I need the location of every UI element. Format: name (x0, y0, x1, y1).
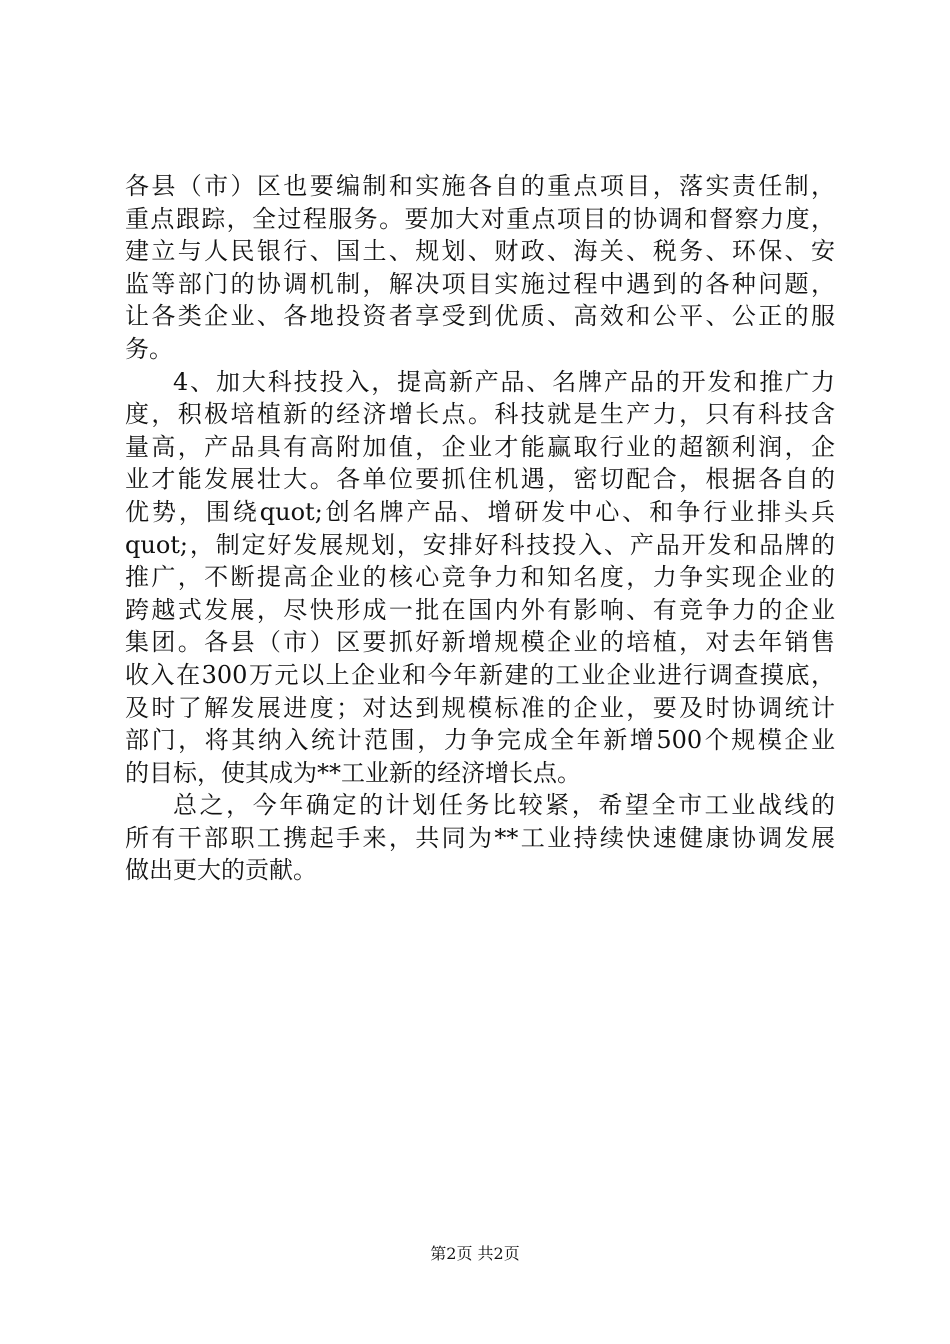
document-body (125, 170, 835, 887)
text-line: 部门，将其纳入统计范围，力争完成全年新增500个规模企业 (125, 726, 835, 755)
text-line: 务。 (125, 334, 173, 363)
text-line: 集团。各县（市）区要抓好新增规模企业的培植，对去年销售 (125, 628, 835, 657)
text-line: 做出更大的贡献。 (125, 856, 317, 885)
text-line: 业才能发展壮大。各单位要抓住机遇，密切配合，根据各自的 (125, 465, 835, 494)
text-line: 总之，今年确定的计划任务比较紧，希望全市工业战线的 (173, 791, 835, 820)
text-line: 建立与人民银行、国土、规划、财政、海关、税务、环保、安 (125, 237, 835, 266)
text-line: 4、加大科技投入，提高新产品、名牌产品的开发和推广力 (173, 367, 835, 396)
text-line: 度，积极培植新的经济增长点。科技就是生产力，只有科技含 (125, 400, 835, 429)
text-line: 所有干部职工携起手来，共同为**工业持续快速健康协调发展 (125, 823, 835, 852)
text-line: 优势，围绕quot;创名牌产品、增研发中心、和争行业排头兵 (125, 497, 835, 526)
text-line: 监等部门的协调机制，解决项目实施过程中遇到的各种问题， (125, 269, 835, 298)
text-line: 各县（市）区也要编制和实施各自的重点项目，落实责任制， (125, 172, 835, 200)
text-line: 的目标，使其成为**工业新的经济增长点。 (125, 758, 581, 787)
text-line: 重点跟踪，全过程服务。要加大对重点项目的协调和督察力度， (125, 204, 835, 233)
text-line: 跨越式发展，尽快形成一批在国内外有影响、有竞争力的企业 (125, 595, 835, 624)
page-footer: 第2页 共2页 (430, 1244, 520, 1263)
text-line: 让各类企业、各地投资者享受到优质、高效和公平、公正的服 (125, 302, 835, 331)
text-line: 及时了解发展进度；对达到规模标准的企业，要及时协调统计 (125, 693, 835, 722)
text-line: 收入在300万元以上企业和今年新建的工业企业进行调查摸底， (125, 660, 835, 689)
text-line: quot;，制定好发展规划，安排好科技投入、产品开发和品牌的 (125, 530, 835, 559)
text-line: 推广，不断提高企业的核心竞争力和知名度，力争实现企业的 (125, 563, 835, 592)
text-line: 量高，产品具有高附加值，企业才能赢取行业的超额利润，企 (125, 432, 835, 461)
